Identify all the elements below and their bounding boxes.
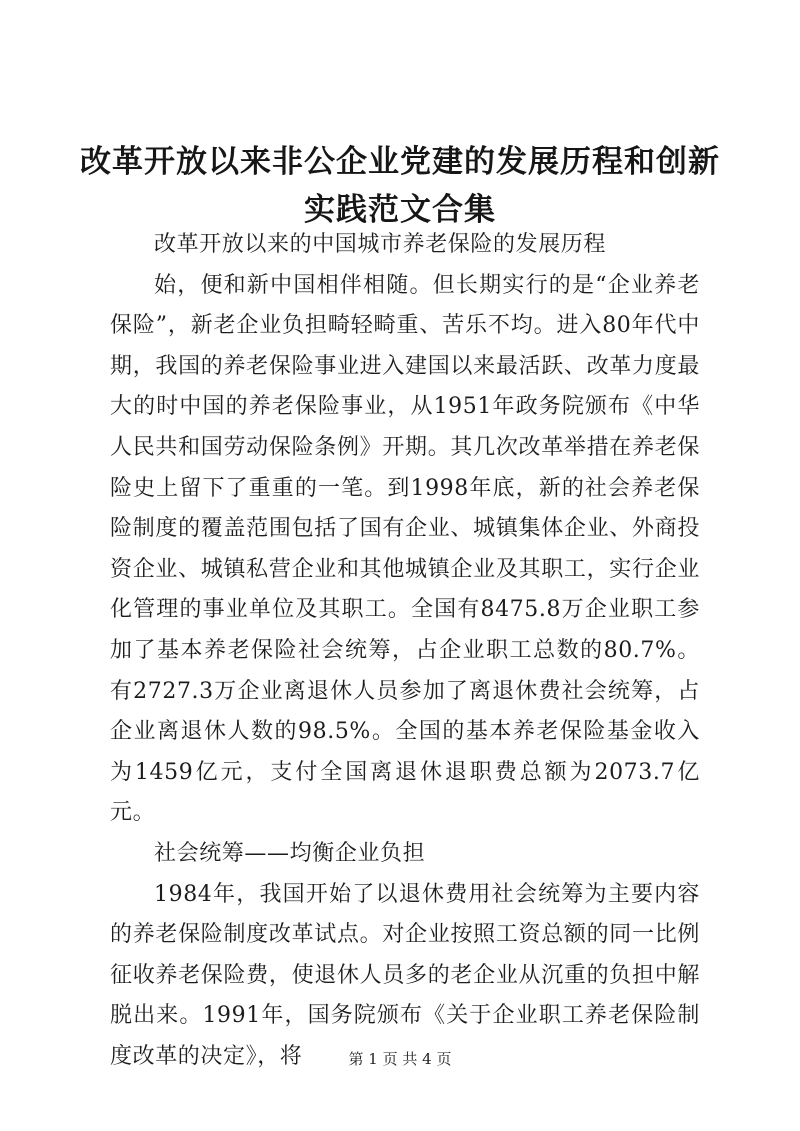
body-paragraph: 1984年，我国开始了以退休费用社会统筹为主要内容的养老保险制度改革试点。对企业按照工资总额的同一比例征收养老保险费，使退休人员多的老企业从沉重的负担中解脱出来。1991年，国务院颁布《关于企业职工养老保险制度改革的决定》，将 xyxy=(110,881,700,1069)
title-line-1: 改革开放以来非公企业党建的发展历程和创新 xyxy=(80,144,720,180)
body-paragraph: 始，便和新中国相伴相随。但长期实行的是“企业养老保险”，新老企业负担畸轻畸重、苦乐不均。进入80年代中期，我国的养老保险事业进入建国以来最活跃、改革力度最大的时中国的养老保险事业，从1951年政务院颁布《中华人民共和国劳动保险条例》开期。其几次改革举措在养老保险史上留下了重重的一笔。到1998年底，新的社会养老保险制度的覆盖范围包括了国有企业、城镇集体企业、外商投资企业、城镇私营企业和其他城镇企业及其职工，实行企业化管理的事业单位及其职工。全国有8475.8万企业职工参加了基本养老保险社会统筹，占企业职工总数的80.7%。有2727.3万企业离退休人员参加了离退休费社会统筹，占企业离退休人数的98.5%。全国的基本养老保险基金收入为1459亿元，支付全国离退休退职费总额为2073.7亿元。 xyxy=(110,272,700,826)
title-line-2: 实践范文合集 xyxy=(304,192,496,228)
document-body xyxy=(110,225,700,1077)
page-footer: 第 1 页 共 4 页 xyxy=(348,1050,452,1068)
section-heading: 改革开放以来的中国城市养老保险的发展历程 xyxy=(154,232,607,257)
section-heading: 社会统筹——均衡企业负担 xyxy=(154,840,426,866)
document-title xyxy=(70,138,730,234)
